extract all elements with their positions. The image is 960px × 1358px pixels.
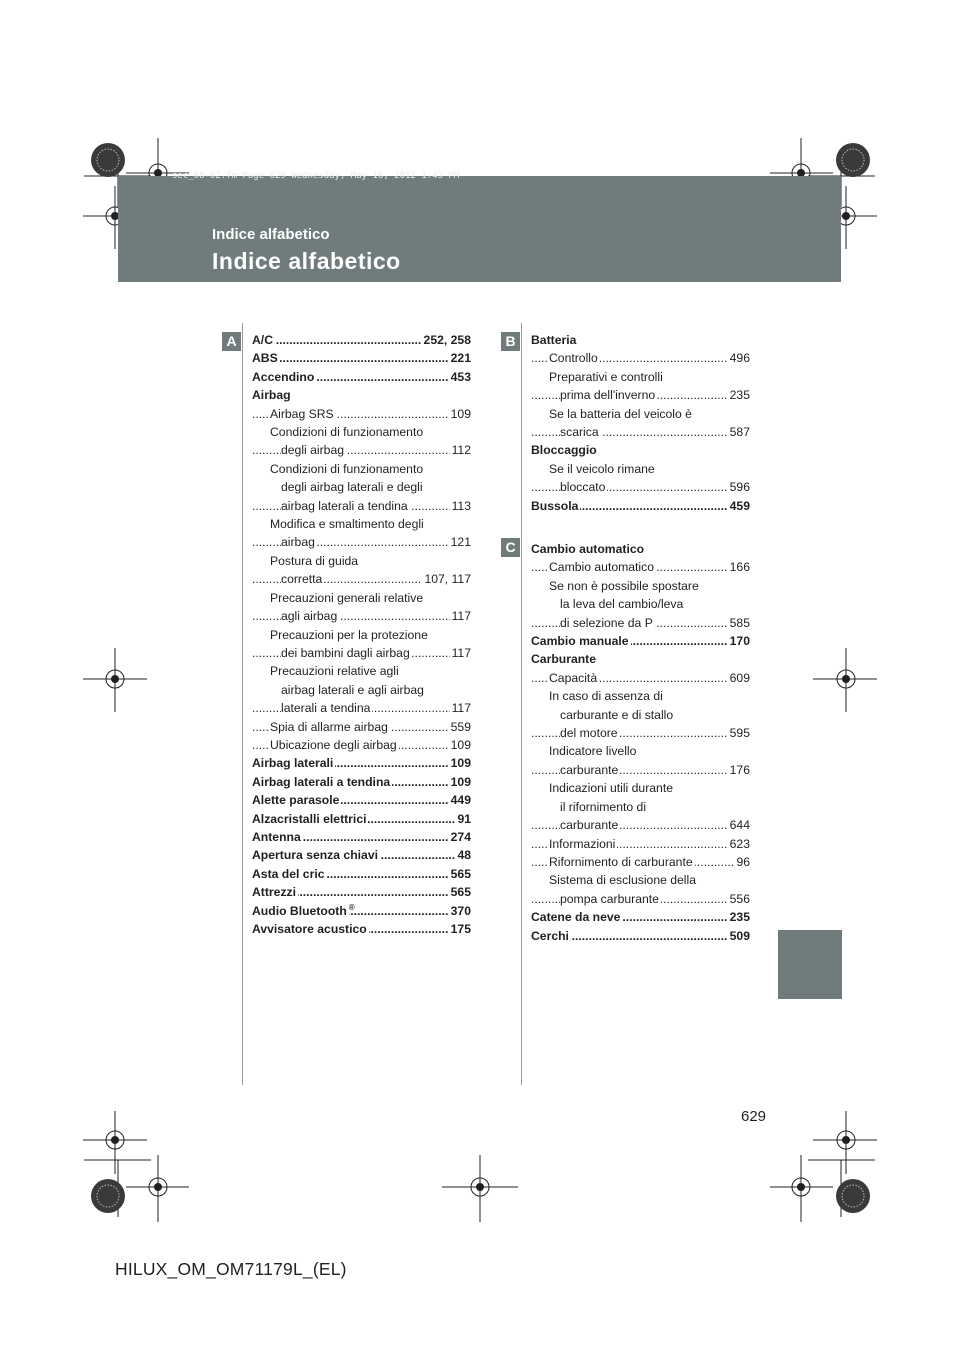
entry-label: Se il veicolo rimane: [549, 461, 655, 476]
index-entry: [531, 595, 750, 613]
index-entry: [252, 552, 471, 570]
index-entry: [531, 927, 750, 945]
entry-page: 509: [728, 927, 750, 945]
index-entry: [252, 810, 471, 828]
entry-label: Alette parasole: [252, 793, 340, 808]
entry-label: Preparativi e controlli: [549, 369, 663, 384]
entry-label: carburante e di stallo: [560, 707, 674, 722]
entry-label: Capacità: [549, 670, 598, 685]
index-entry: [531, 614, 750, 632]
entry-page: 109: [449, 754, 471, 772]
entry-page: 596: [728, 478, 750, 496]
index-entry: [531, 368, 750, 386]
entry-page: 117: [450, 607, 471, 625]
index-entry: [252, 478, 471, 496]
entry-page: 117: [450, 699, 471, 717]
entry-label: Asta del cric: [252, 866, 325, 881]
entry-page: 235: [728, 908, 750, 926]
entry-label: Batteria: [531, 333, 577, 347]
entry-label: carburante: [560, 818, 619, 833]
entry-page: 96: [734, 853, 750, 871]
index-entry: [252, 570, 471, 588]
index-entry: [252, 920, 471, 938]
index-entry: [252, 423, 471, 441]
index-entry: [252, 828, 471, 846]
index-entry: [252, 607, 471, 625]
index-entry: [531, 798, 750, 816]
entry-page: 453: [449, 368, 471, 386]
index-entry: [252, 386, 471, 404]
index-entry: [252, 497, 471, 515]
column-divider-left: [242, 323, 243, 1085]
entry-page: 559: [449, 718, 471, 736]
entry-label: Sistema di esclusione della: [549, 873, 697, 888]
index-entry: [531, 816, 750, 834]
index-entry: [531, 386, 750, 404]
index-entry: [252, 754, 471, 772]
entry-page: 565: [449, 865, 471, 883]
entry-label: Audio Bluetooth: [252, 903, 347, 918]
entry-label: Cambio automatico: [549, 560, 654, 575]
index-entry: [531, 650, 750, 668]
entry-page: 166: [728, 558, 750, 576]
index-entry: [531, 853, 750, 871]
index-entry: [252, 626, 471, 644]
entry-label: Se non è possibile spostare: [549, 578, 699, 593]
entry-label: airbag laterali a tendina: [281, 498, 408, 513]
section-letter-c: C: [501, 538, 520, 557]
index-entry: [531, 908, 750, 926]
entry-label: Bussola: [531, 498, 579, 513]
index-entry: [531, 724, 750, 742]
section-letter-a: A: [222, 332, 241, 351]
entry-page: 595: [728, 724, 750, 742]
entry-page: 109: [449, 736, 471, 754]
entry-label: Ubicazione degli airbag: [270, 737, 397, 752]
entry-label: del motore: [560, 726, 618, 741]
index-entry: [531, 478, 750, 496]
entry-label: ABS: [252, 351, 278, 366]
index-entry: [252, 662, 471, 680]
entry-label: Postura di guida: [270, 553, 359, 568]
entry-label: pompa carburante: [560, 891, 659, 906]
entry-page: 176: [728, 761, 750, 779]
index-entry: [252, 644, 471, 662]
index-entry: [252, 349, 471, 367]
index-entry: [531, 706, 750, 724]
leader-dots: [252, 349, 471, 367]
index-entry: [531, 460, 750, 478]
index-column-a: [252, 331, 471, 938]
entry-label: degli airbag laterali e degli: [281, 480, 423, 495]
entry-page: 565: [449, 883, 471, 901]
entry-label: Catene da neve: [531, 910, 621, 925]
index-entry: [252, 902, 471, 920]
index-entry: [252, 589, 471, 607]
index-entry: [252, 405, 471, 423]
column-divider-right: [521, 323, 522, 1085]
index-entry: [531, 687, 750, 705]
entry-label: Se la batteria del veicolo è: [549, 406, 692, 421]
registered-mark: ®: [348, 902, 355, 912]
entry-page: 109: [449, 773, 471, 791]
index-entry: [531, 405, 750, 423]
entry-label: airbag laterali e agli airbag: [281, 682, 424, 697]
entry-label: Accendino: [252, 369, 315, 384]
section-letter-b: B: [501, 332, 520, 351]
page-number: 629: [741, 1108, 767, 1125]
entry-label: Indicatore livello: [549, 744, 637, 759]
entry-label: Cambio manuale: [531, 634, 629, 649]
entry-page: 117: [450, 644, 471, 662]
index-entry: [252, 441, 471, 459]
entry-label: corretta: [281, 572, 323, 587]
index-entry: [531, 835, 750, 853]
entry-label: Precauzioni relative agli: [270, 664, 399, 679]
index-entry: [252, 515, 471, 533]
index-entry: [252, 681, 471, 699]
index-entry: [252, 368, 471, 386]
index-entry: [252, 846, 471, 864]
index-entry: [531, 742, 750, 760]
entry-label: Attrezzi: [252, 885, 297, 900]
entry-label: Avvisatore acustico: [252, 922, 367, 936]
entry-label: bloccato: [560, 480, 606, 495]
entry-label: Antenna: [252, 829, 301, 844]
entry-label: Controllo: [549, 351, 598, 366]
index-column-b: [531, 331, 750, 515]
entry-label: Airbag SRS: [270, 406, 334, 421]
entry-page: 113: [450, 497, 471, 515]
entry-page: 235: [728, 386, 750, 404]
index-entry: [252, 331, 471, 349]
entry-label: Airbag laterali a tendina: [252, 774, 391, 789]
index-entry: [252, 699, 471, 717]
entry-page: 121: [449, 533, 471, 551]
index-entry: [252, 883, 471, 901]
index-entry: [252, 460, 471, 478]
entry-page: 107, 117: [422, 570, 471, 588]
entry-label: Airbag: [252, 388, 291, 403]
index-entry: [252, 736, 471, 754]
entry-label: Cerchi: [531, 928, 569, 943]
file-stamp: sec_08-02.fm Page 629 Wednesday, May 16, 2012 1:43 PM: [172, 171, 460, 181]
entry-label: la leva del cambio/leva: [560, 597, 684, 612]
index-entry: [531, 761, 750, 779]
entry-label: Cambio automatico: [531, 542, 645, 556]
index-column-c: [531, 540, 750, 945]
entry-page: 221: [449, 349, 471, 367]
entry-label: Informazioni: [549, 836, 616, 851]
index-entry: [531, 349, 750, 367]
entry-label: carburante: [560, 762, 619, 777]
page-title: Indice alfabetico: [212, 248, 401, 274]
index-entry: [531, 441, 750, 459]
entry-page: 556: [728, 890, 750, 908]
index-entry: [531, 779, 750, 797]
entry-label: A/C: [252, 333, 273, 347]
index-entry: [531, 558, 750, 576]
chapter-tab: [778, 930, 842, 999]
entry-page: 609: [728, 669, 750, 687]
entry-label: Bloccaggio: [531, 443, 597, 458]
index-entry: [531, 331, 750, 349]
index-entry: [252, 718, 471, 736]
entry-label: Alzacristalli elettrici: [252, 811, 367, 826]
entry-page: 370: [449, 902, 471, 920]
index-entry: [531, 497, 750, 515]
entry-page: 623: [728, 835, 750, 853]
entry-page: 48: [455, 846, 471, 864]
entry-label: laterali a tendina: [281, 701, 371, 716]
index-entry: [531, 577, 750, 595]
entry-label: Modifica e smaltimento degli: [270, 517, 424, 532]
entry-label: Apertura senza chiavi: [252, 848, 378, 863]
entry-label: il rifornimento di: [560, 799, 647, 814]
index-entry: [531, 890, 750, 908]
entry-label: Condizioni di funzionamento: [270, 461, 424, 476]
index-entry: [252, 865, 471, 883]
entry-page: 109: [449, 405, 471, 423]
index-entry: [252, 533, 471, 551]
entry-label: agli airbag: [281, 609, 338, 624]
entry-page: 644: [728, 816, 750, 834]
entry-label: scarica: [560, 425, 599, 440]
document-code: HILUX_OM_OM71179L_(EL): [115, 1259, 347, 1279]
entry-label: Rifornimento di carburante: [549, 854, 693, 869]
entry-page: 274: [449, 828, 471, 846]
entry-label: Spia di allarme airbag: [270, 719, 388, 734]
entry-page: 91: [455, 810, 471, 828]
entry-label: Precauzioni generali relative: [270, 590, 424, 605]
entry-label: In caso di assenza di: [549, 689, 663, 704]
entry-label: Airbag laterali: [252, 756, 334, 771]
entry-label: Condizioni di funzionamento: [270, 425, 424, 440]
entry-label: Indicazioni utili durante: [549, 781, 673, 796]
entry-page: 175: [449, 920, 471, 938]
index-entry: [531, 540, 750, 558]
index-entry: [252, 773, 471, 791]
entry-label: prima dell'inverno: [560, 388, 656, 403]
entry-page: 252, 258: [422, 331, 471, 349]
entry-page: 585: [728, 614, 750, 632]
entry-label: Precauzioni per la protezione: [270, 627, 428, 642]
entry-page: 170: [728, 632, 750, 650]
entry-label: di selezione da P: [560, 615, 653, 630]
entry-page: 459: [728, 497, 750, 515]
index-entry: [531, 423, 750, 441]
entry-label: dei bambini dagli airbag: [281, 645, 410, 660]
index-entry: [531, 632, 750, 650]
index-entry: [531, 871, 750, 889]
index-entry: [531, 669, 750, 687]
entry-page: 112: [450, 441, 471, 459]
entry-label: Carburante: [531, 652, 597, 667]
entry-label: airbag: [281, 535, 315, 550]
entry-page: 587: [728, 423, 750, 441]
section-title: Indice alfabetico: [212, 226, 330, 243]
entry-page: 449: [449, 791, 471, 809]
index-entry: [252, 791, 471, 809]
entry-label: degli airbag: [281, 443, 345, 458]
entry-page: 496: [728, 349, 750, 367]
